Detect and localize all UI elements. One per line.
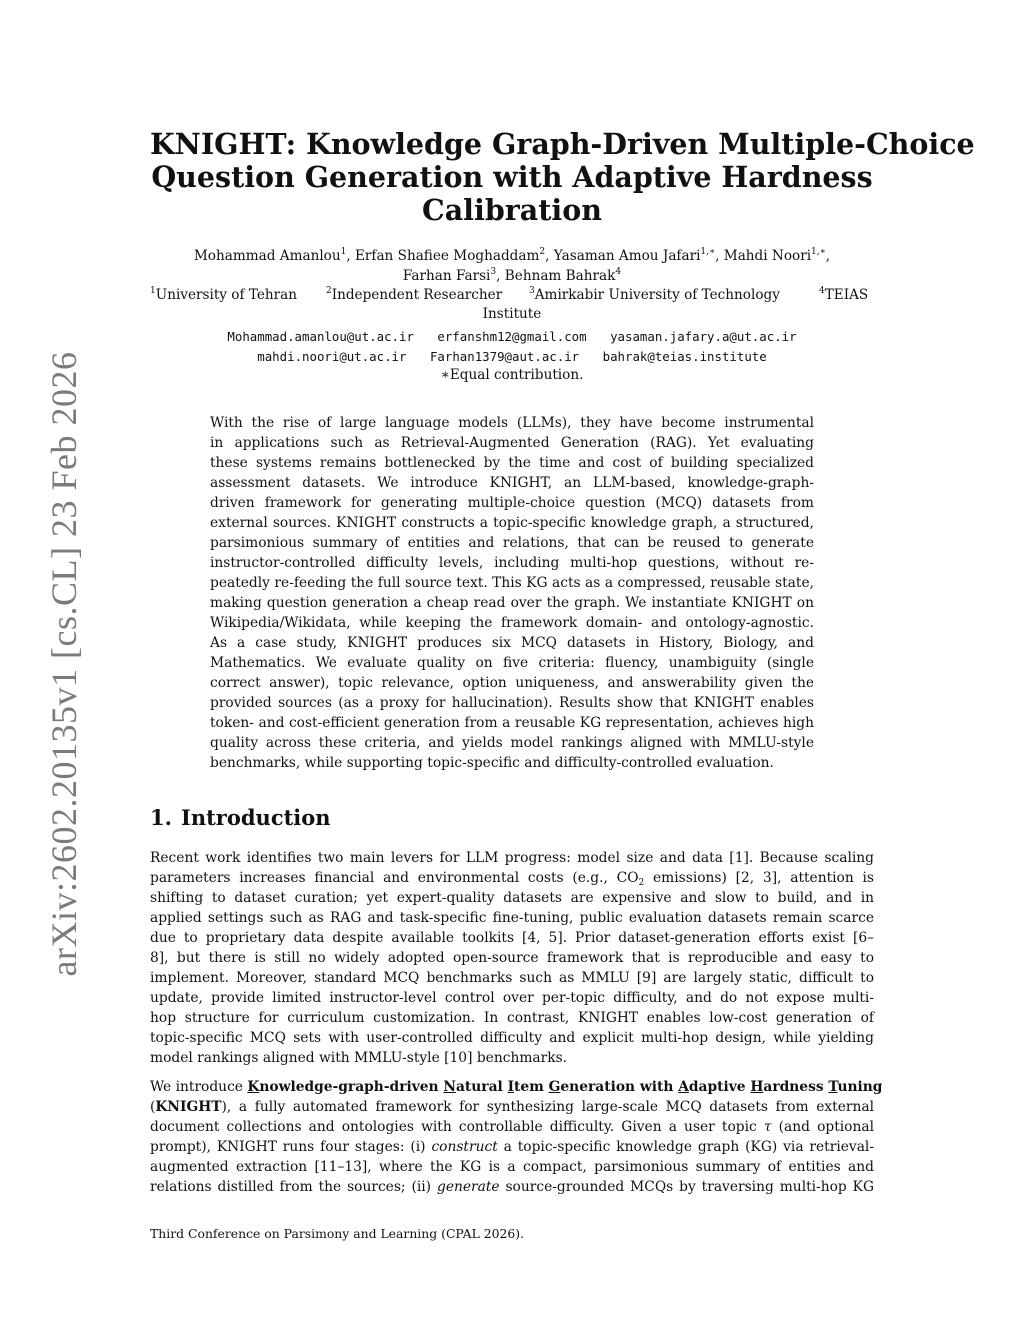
author-affiliation-mark: 2 <box>539 247 546 257</box>
body-line: (KNIGHT), a fully automated framework for synthesizing large-scale MCQ datasets from external <box>150 1099 874 1115</box>
body-line: implement. Moreover, standard MCQ benchmarks such as MMLU [9] are largely static, difficult to <box>150 970 874 986</box>
abstract-line: Wikipedia/Wikidata, while keeping the framework domain- and ontology-agnostic. <box>210 615 814 631</box>
paper-title <box>150 127 975 227</box>
author-name: , Behnam Bahrak <box>496 268 616 284</box>
abstract-line: making question generation a cheap read over the graph. We instantiate KNIGHT on <box>210 595 814 611</box>
author-name: , Yasaman Amou Jafari <box>545 248 701 264</box>
section-title: Introduction <box>181 805 331 830</box>
affiliation-2: $^2$Independent Researcher <box>326 286 503 303</box>
body-line: hop structure for curriculum customization. In contrast, KNIGHT enables low-cost generation of <box>150 1010 874 1026</box>
abstract-line: correct answer), topic relevance, option uniqueness, and answerability given the <box>210 675 814 691</box>
author-name: , Erfan Shafiee Moghaddam <box>346 248 540 264</box>
body-line: prompt), KNIGHT runs four stages: (i) construct a topic-specific knowledge graph (KG) via retrieval- <box>150 1139 874 1155</box>
abstract-line: Mathematics. We evaluate quality on five criteria: fluency, unambiguity (single <box>210 655 814 671</box>
abstract-line: quality across these criteria, and yields model rankings aligned with MMLU-style <box>210 735 814 751</box>
abstract-line: in applications such as Retrieval-Augmented Generation (RAG). Yet evaluating <box>210 435 814 451</box>
abstract-line: provided sources (as a proxy for hallucination). Results show that KNIGHT enables <box>210 695 814 711</box>
equal-contribution-note: ∗Equal contribution. <box>440 367 584 383</box>
affiliation-4: $^4$TEIAS <box>819 286 869 303</box>
body-line: We introduce Knowledge-graph-driven Natural Item Generation with Adaptive Hardness Tuning <box>150 1079 883 1095</box>
abstract-line: parsimonious summary of entities and relations, that can be reused to generate <box>210 535 814 551</box>
affiliation-3: $^3$Amirkabir University of Technology <box>529 286 780 303</box>
body-line: relations distilled from the sources; (ii) generate source-grounded MCQs by traversing multi-hop KG <box>150 1179 874 1195</box>
author-affiliation-mark: 4 <box>615 267 622 277</box>
email-link[interactable]: yasaman.jafary.a@ut.ac.ir <box>610 329 797 344</box>
body-line: parameters increases financial and environmental costs (e.g., $CO_2$ emissions) [2, 3], attention is <box>150 870 874 888</box>
affiliation-4-continued: Institute <box>482 306 542 322</box>
arxiv-identifier: arXiv:2602.20135v1 [cs.CL] 23 Feb 2026 <box>44 351 84 977</box>
body-line: augmented extraction [11–13], where the KG is a compact, parsimonious summary of entities and <box>150 1159 874 1175</box>
body-line: topic-specific MCQ sets with user-controlled difficulty and explicit multi-hop design, while yielding <box>150 1030 874 1046</box>
author-affiliation-mark: 3 <box>490 267 497 277</box>
author-name: Mohammad Amanlou <box>193 248 341 264</box>
intro-paragraph-1 <box>150 848 874 1068</box>
abstract-line: external sources. KNIGHT constructs a topic-specific knowledge graph, a structured, <box>210 515 814 531</box>
email-link[interactable]: bahrak@teias.institute <box>602 349 767 364</box>
abstract-line: As a case study, KNIGHT produces six MCQ datasets in History, Biology, and <box>210 635 814 651</box>
email-link[interactable]: mahdi.noori@ut.ac.ir <box>257 349 407 364</box>
abstract-line: assessment datasets. We introduce KNIGHT, an LLM-based, knowledge-graph- <box>210 475 814 491</box>
abstract-line: token- and cost-efficient generation from a reusable KG representation, achieves high <box>210 715 814 731</box>
email-link[interactable]: Mohammad.amanlou@ut.ac.ir <box>227 329 414 344</box>
author-affiliation-mark: 1,∗ <box>811 247 826 257</box>
section-number: 1. <box>150 805 172 830</box>
author-name: , Mahdi Noori <box>715 248 812 264</box>
body-line: update, provide limited instructor-level control over per-topic difficulty, and do not expose multi- <box>150 990 874 1006</box>
abstract <box>210 413 814 773</box>
abstract-line: peatedly re-feeding the full source text. This KG acts as a compressed, reusable state, <box>210 575 814 591</box>
email-link[interactable]: erfanshm12@gmail.com <box>437 329 587 344</box>
body-line: 8], but there is still no widely adopted open-source framework that is reproducible and easy to <box>150 950 874 966</box>
author-separator: , <box>825 248 831 264</box>
email-list <box>150 327 874 367</box>
body-line: applied settings such as RAG and task-specific fine-tuning, public evaluation datasets remain scarce <box>150 910 874 926</box>
author-list <box>150 246 874 286</box>
body-line: shifting to dataset curation; yet expert-quality datasets are expensive and slow to build, and in <box>150 890 874 906</box>
body-line: due to proprietary data despite available toolkits [4, 5]. Prior dataset-generation efforts exist [6– <box>150 930 874 946</box>
body-line: document collections and ontologies with controllable difficulty. Given a user topic τ (and optional <box>150 1119 874 1135</box>
intro-paragraph-2 <box>150 1077 883 1197</box>
title-line: Question Generation with Adaptive Hardness <box>151 160 873 194</box>
abstract-line: With the rise of large language models (LLMs), they have become instrumental <box>210 415 814 431</box>
abstract-line: these systems remains bottlenecked by the time and cost of building specialized <box>210 455 814 471</box>
abstract-line: benchmarks, while supporting topic-specific and difficulty-controlled evaluation. <box>210 755 774 771</box>
abstract-line: driven framework for generating multiple-choice question (MCQ) datasets from <box>210 495 814 511</box>
title-line: KNIGHT: Knowledge Graph-Driven Multiple-Choice <box>150 127 975 161</box>
author-affiliation-mark: 1 <box>340 247 347 257</box>
body-line: model rankings aligned with MMLU-style [10] benchmarks. <box>150 1050 568 1066</box>
author-affiliation-mark: 1,∗ <box>700 247 716 257</box>
abstract-line: instructor-controlled difficulty levels, including multi-hop questions, without re- <box>210 555 814 571</box>
body-line: Recent work identifies two main levers for LLM progress: model size and data [1]. Because scaling <box>150 850 874 866</box>
title-line: Calibration <box>422 193 602 227</box>
section-heading-introduction <box>150 805 331 830</box>
affiliation-1: $^1$University of Tehran <box>150 286 298 303</box>
email-link[interactable]: Farhan1379@aut.ac.ir <box>429 349 580 364</box>
venue-footnote: Third Conference on Parsimony and Learning (CPAL 2026). <box>150 1226 525 1241</box>
author-name: Farhan Farsi <box>402 268 491 284</box>
